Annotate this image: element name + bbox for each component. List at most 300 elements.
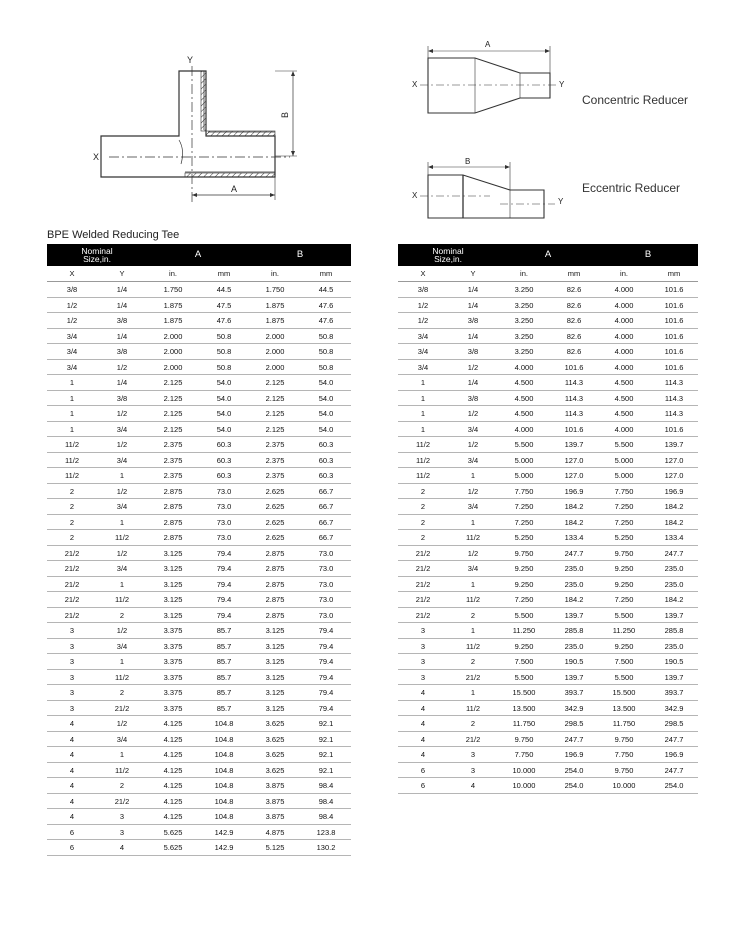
table-cell: 3.125 bbox=[147, 592, 199, 608]
table-cell: 73.0 bbox=[301, 561, 351, 577]
table-cell: 9.250 bbox=[498, 561, 550, 577]
table-cell: 3.250 bbox=[498, 297, 550, 313]
table-cell: 114.3 bbox=[550, 375, 598, 391]
table-cell: 79.4 bbox=[301, 669, 351, 685]
table-cell: 47.6 bbox=[199, 313, 249, 329]
table-cell: 2.125 bbox=[249, 375, 301, 391]
table-cell: 5.000 bbox=[498, 468, 550, 484]
table-cell: 54.0 bbox=[301, 406, 351, 422]
table-cell: 3/4 bbox=[398, 359, 448, 375]
table-cell: 73.0 bbox=[199, 483, 249, 499]
table-cell: 101.6 bbox=[550, 359, 598, 375]
table-row bbox=[47, 669, 351, 685]
table-row bbox=[47, 545, 351, 561]
table-cell: 98.4 bbox=[301, 809, 351, 825]
table-cell: 4 bbox=[47, 762, 97, 778]
table-row bbox=[47, 747, 351, 763]
concentric-a-label: A bbox=[485, 40, 491, 49]
table-cell: 3/4 bbox=[97, 452, 147, 468]
table-cell: 11.250 bbox=[498, 623, 550, 639]
table-cell: 3/4 bbox=[448, 452, 498, 468]
table-cell: 9.250 bbox=[598, 638, 650, 654]
table-cell: 3/4 bbox=[47, 328, 97, 344]
table-cell: 1 bbox=[448, 576, 498, 592]
table-cell: 1.750 bbox=[147, 282, 199, 298]
table-cell: 2.625 bbox=[249, 530, 301, 546]
table-cell: 11/2 bbox=[448, 530, 498, 546]
table-row bbox=[398, 747, 698, 763]
table-row bbox=[398, 607, 698, 623]
table-cell: 15.500 bbox=[498, 685, 550, 701]
eccentric-y-label: Y bbox=[558, 197, 564, 206]
table-cell: 13.500 bbox=[498, 700, 550, 716]
table-cell: 4 bbox=[398, 685, 448, 701]
table-cell: 3 bbox=[47, 638, 97, 654]
table-cell: 2 bbox=[97, 607, 147, 623]
table-cell: 1/2 bbox=[448, 406, 498, 422]
table-cell: 2 bbox=[398, 514, 448, 530]
table-row bbox=[47, 514, 351, 530]
eccentric-reducer-caption: Eccentric Reducer bbox=[582, 181, 681, 195]
table-cell: 247.7 bbox=[550, 545, 598, 561]
table-cell: 114.3 bbox=[650, 390, 698, 406]
table-cell: 1 bbox=[448, 623, 498, 639]
table-cell: 196.9 bbox=[550, 747, 598, 763]
table-cell: 98.4 bbox=[301, 793, 351, 809]
table-title: BPE Welded Reducing Tee bbox=[47, 229, 180, 241]
table-row bbox=[47, 638, 351, 654]
table-cell: 2.625 bbox=[249, 514, 301, 530]
table-row bbox=[47, 824, 351, 840]
table-cell: 3.125 bbox=[249, 669, 301, 685]
table-cell: 4.000 bbox=[598, 421, 650, 437]
table-cell: 104.8 bbox=[199, 716, 249, 732]
table-cell: 1.875 bbox=[147, 297, 199, 313]
table-cell: 2 bbox=[47, 530, 97, 546]
table-cell: 5.500 bbox=[498, 669, 550, 685]
table-cell: 2.125 bbox=[147, 406, 199, 422]
table-row bbox=[398, 483, 698, 499]
table-cell: 85.7 bbox=[199, 623, 249, 639]
table-row bbox=[47, 840, 351, 856]
table-cell: 139.7 bbox=[550, 607, 598, 623]
table-cell: 73.0 bbox=[199, 514, 249, 530]
table-cell: 2.000 bbox=[249, 359, 301, 375]
table-cell: 3.625 bbox=[249, 747, 301, 763]
table-cell: 2.125 bbox=[147, 375, 199, 391]
table-cell: 4 bbox=[47, 731, 97, 747]
table-cell: 11/2 bbox=[97, 530, 147, 546]
table-cell: 184.2 bbox=[550, 592, 598, 608]
table-cell: 85.7 bbox=[199, 669, 249, 685]
eccentric-b-label: B bbox=[465, 157, 471, 166]
table-row bbox=[47, 468, 351, 484]
table-cell: 6 bbox=[398, 762, 448, 778]
table-cell: 4.000 bbox=[598, 282, 650, 298]
nominal-size-header: Nominal Size,in. bbox=[47, 244, 147, 266]
table-cell: 4.000 bbox=[498, 359, 550, 375]
table-row bbox=[47, 452, 351, 468]
table-cell: 7.250 bbox=[498, 514, 550, 530]
table-cell: 85.7 bbox=[199, 638, 249, 654]
table-cell: 254.0 bbox=[550, 778, 598, 794]
table-cell: 104.8 bbox=[199, 778, 249, 794]
table-cell: 21/2 bbox=[398, 592, 448, 608]
table-row bbox=[47, 530, 351, 546]
table-cell: 3.625 bbox=[249, 762, 301, 778]
table-cell: 85.7 bbox=[199, 654, 249, 670]
dimension-b-header: B bbox=[249, 244, 351, 266]
table-cell: 3/4 bbox=[97, 731, 147, 747]
table-cell: 9.250 bbox=[598, 576, 650, 592]
table-cell: 73.0 bbox=[301, 545, 351, 561]
tee-a-label: A bbox=[231, 184, 238, 194]
table-cell: 1/4 bbox=[97, 282, 147, 298]
table-cell: 1 bbox=[47, 421, 97, 437]
table-cell: 4 bbox=[47, 793, 97, 809]
table-cell: 3 bbox=[448, 762, 498, 778]
table-cell: 1/4 bbox=[97, 328, 147, 344]
table-cell: 3.125 bbox=[147, 576, 199, 592]
table-cell: 1 bbox=[448, 685, 498, 701]
table-cell: 196.9 bbox=[650, 747, 698, 763]
table-cell: 104.8 bbox=[199, 731, 249, 747]
table-row bbox=[47, 437, 351, 453]
table-cell: 4 bbox=[448, 778, 498, 794]
col-b-mm-header: mm bbox=[650, 266, 698, 282]
table-cell: 2.375 bbox=[147, 468, 199, 484]
table-cell: 133.4 bbox=[550, 530, 598, 546]
table-cell: 10.000 bbox=[498, 762, 550, 778]
table-cell: 3.125 bbox=[249, 700, 301, 716]
table-cell: 82.6 bbox=[550, 297, 598, 313]
table-cell: 4.125 bbox=[147, 793, 199, 809]
table-cell: 139.7 bbox=[550, 437, 598, 453]
table-cell: 9.250 bbox=[498, 638, 550, 654]
table-cell: 21/2 bbox=[47, 545, 97, 561]
table-cell: 139.7 bbox=[650, 607, 698, 623]
table-cell: 2.375 bbox=[249, 437, 301, 453]
table-cell: 21/2 bbox=[47, 576, 97, 592]
table-cell: 11/2 bbox=[47, 437, 97, 453]
table-row bbox=[47, 313, 351, 329]
table-cell: 3/4 bbox=[97, 638, 147, 654]
table-cell: 2 bbox=[47, 514, 97, 530]
table-cell: 298.5 bbox=[650, 716, 698, 732]
table-cell: 2.000 bbox=[147, 328, 199, 344]
table-cell: 3.625 bbox=[249, 716, 301, 732]
table-cell: 2.875 bbox=[147, 483, 199, 499]
table-cell: 73.0 bbox=[301, 607, 351, 623]
table-cell: 2.875 bbox=[249, 576, 301, 592]
table-cell: 50.8 bbox=[199, 359, 249, 375]
table-row bbox=[398, 778, 698, 794]
table-cell: 2.375 bbox=[249, 468, 301, 484]
table-cell: 1 bbox=[97, 747, 147, 763]
table-cell: 54.0 bbox=[199, 421, 249, 437]
table-cell: 50.8 bbox=[199, 328, 249, 344]
table-row bbox=[398, 592, 698, 608]
table-cell: 50.8 bbox=[301, 328, 351, 344]
table-cell: 235.0 bbox=[650, 561, 698, 577]
table-cell: 2.000 bbox=[249, 328, 301, 344]
table-cell: 79.4 bbox=[301, 685, 351, 701]
table-cell: 98.4 bbox=[301, 778, 351, 794]
table-cell: 4 bbox=[47, 809, 97, 825]
table-cell: 7.500 bbox=[598, 654, 650, 670]
table-cell: 2.875 bbox=[147, 514, 199, 530]
table-cell: 3.875 bbox=[249, 809, 301, 825]
col-a-mm-header: mm bbox=[550, 266, 598, 282]
table-cell: 133.4 bbox=[650, 530, 698, 546]
table-cell: 4.000 bbox=[598, 359, 650, 375]
table-cell: 184.2 bbox=[550, 514, 598, 530]
table-cell: 92.1 bbox=[301, 747, 351, 763]
table-row bbox=[398, 390, 698, 406]
table-cell: 9.250 bbox=[598, 561, 650, 577]
table-cell: 3.375 bbox=[147, 685, 199, 701]
table-cell: 3 bbox=[47, 669, 97, 685]
table-cell: 7.250 bbox=[498, 592, 550, 608]
table-cell: 2 bbox=[398, 483, 448, 499]
table-row bbox=[398, 576, 698, 592]
table-row bbox=[398, 514, 698, 530]
table-cell: 85.7 bbox=[199, 700, 249, 716]
dimension-a-header: A bbox=[147, 244, 249, 266]
table-cell: 21/2 bbox=[398, 607, 448, 623]
table-cell: 54.0 bbox=[301, 421, 351, 437]
table-cell: 2.875 bbox=[249, 607, 301, 623]
table-cell: 4 bbox=[47, 716, 97, 732]
table-cell: 3/4 bbox=[97, 499, 147, 515]
table-cell: 5.250 bbox=[498, 530, 550, 546]
concentric-reducer-diagram bbox=[410, 38, 570, 118]
table-cell: 21/2 bbox=[47, 561, 97, 577]
table-cell: 21/2 bbox=[97, 793, 147, 809]
table-cell: 3/4 bbox=[97, 561, 147, 577]
table-cell: 3.875 bbox=[249, 778, 301, 794]
table-cell: 3.375 bbox=[147, 623, 199, 639]
table-cell: 47.6 bbox=[301, 297, 351, 313]
table-row bbox=[47, 297, 351, 313]
table-cell: 92.1 bbox=[301, 716, 351, 732]
table-cell: 142.9 bbox=[199, 840, 249, 856]
table-cell: 101.6 bbox=[650, 297, 698, 313]
table-cell: 60.3 bbox=[199, 452, 249, 468]
table-cell: 4 bbox=[398, 716, 448, 732]
table-cell: 1.750 bbox=[249, 282, 301, 298]
table-cell: 3/8 bbox=[97, 313, 147, 329]
table-cell: 79.4 bbox=[301, 654, 351, 670]
table-row bbox=[47, 809, 351, 825]
table-cell: 3 bbox=[47, 623, 97, 639]
table-row bbox=[47, 561, 351, 577]
col-x-header: X bbox=[47, 266, 97, 282]
table-cell: 1/4 bbox=[448, 328, 498, 344]
table-cell: 1/2 bbox=[97, 437, 147, 453]
table-row bbox=[398, 468, 698, 484]
table-cell: 2 bbox=[47, 499, 97, 515]
table-cell: 21/2 bbox=[47, 607, 97, 623]
table-cell: 7.250 bbox=[598, 499, 650, 515]
table-row bbox=[47, 483, 351, 499]
table-cell: 104.8 bbox=[199, 809, 249, 825]
table-cell: 3 bbox=[47, 700, 97, 716]
table-cell: 7.250 bbox=[498, 499, 550, 515]
table-cell: 4.125 bbox=[147, 778, 199, 794]
eccentric-reducer-diagram bbox=[410, 155, 570, 225]
col-y-header: Y bbox=[448, 266, 498, 282]
table-cell: 1/4 bbox=[448, 282, 498, 298]
table-cell: 1 bbox=[398, 375, 448, 391]
table-cell: 4.500 bbox=[598, 390, 650, 406]
tee-y-label: Y bbox=[187, 55, 194, 65]
table-cell: 2.125 bbox=[249, 390, 301, 406]
table-cell: 5.000 bbox=[598, 468, 650, 484]
table-cell: 1.875 bbox=[249, 313, 301, 329]
table-cell: 3/4 bbox=[47, 344, 97, 360]
table-cell: 3 bbox=[47, 685, 97, 701]
table-cell: 54.0 bbox=[301, 375, 351, 391]
table-cell: 79.4 bbox=[199, 561, 249, 577]
table-cell: 7.500 bbox=[498, 654, 550, 670]
table-cell: 130.2 bbox=[301, 840, 351, 856]
table-cell: 21/2 bbox=[398, 545, 448, 561]
table-cell: 7.750 bbox=[598, 483, 650, 499]
table-row bbox=[398, 654, 698, 670]
table-cell: 4.000 bbox=[598, 297, 650, 313]
table-cell: 4.125 bbox=[147, 747, 199, 763]
table-cell: 2 bbox=[448, 716, 498, 732]
table-cell: 2.000 bbox=[249, 344, 301, 360]
table-cell: 2.000 bbox=[147, 344, 199, 360]
table-cell: 3.125 bbox=[147, 607, 199, 623]
table-cell: 3.250 bbox=[498, 282, 550, 298]
table-cell: 1/4 bbox=[97, 375, 147, 391]
table-cell: 92.1 bbox=[301, 731, 351, 747]
table-cell: 5.625 bbox=[147, 840, 199, 856]
col-x-header: X bbox=[398, 266, 448, 282]
table-cell: 3.625 bbox=[249, 731, 301, 747]
table-cell: 21/2 bbox=[47, 592, 97, 608]
table-row bbox=[398, 344, 698, 360]
col-a-in-header: in. bbox=[498, 266, 550, 282]
table-cell: 114.3 bbox=[650, 375, 698, 391]
table-cell: 11/2 bbox=[448, 638, 498, 654]
table-row bbox=[47, 762, 351, 778]
table-cell: 11.250 bbox=[598, 623, 650, 639]
table-cell: 235.0 bbox=[550, 638, 598, 654]
table-cell: 3.250 bbox=[498, 344, 550, 360]
table-cell: 1/2 bbox=[448, 483, 498, 499]
table-cell: 1/2 bbox=[398, 297, 448, 313]
table-cell: 2 bbox=[398, 499, 448, 515]
table-cell: 127.0 bbox=[550, 452, 598, 468]
table-row bbox=[47, 700, 351, 716]
table-cell: 114.3 bbox=[550, 406, 598, 422]
table-cell: 82.6 bbox=[550, 328, 598, 344]
table-row bbox=[398, 297, 698, 313]
table-cell: 4 bbox=[398, 731, 448, 747]
table-cell: 5.500 bbox=[598, 669, 650, 685]
table-row bbox=[398, 359, 698, 375]
table-cell: 11/2 bbox=[398, 452, 448, 468]
table-cell: 50.8 bbox=[301, 344, 351, 360]
table-cell: 5.500 bbox=[498, 437, 550, 453]
table-cell: 4.000 bbox=[498, 421, 550, 437]
table-cell: 3/4 bbox=[448, 421, 498, 437]
table-cell: 11/2 bbox=[97, 669, 147, 685]
table-cell: 196.9 bbox=[650, 483, 698, 499]
table-cell: 5.500 bbox=[498, 607, 550, 623]
table-cell: 247.7 bbox=[550, 731, 598, 747]
table-cell: 47.5 bbox=[199, 297, 249, 313]
table-row bbox=[47, 406, 351, 422]
table-cell: 1/2 bbox=[97, 483, 147, 499]
table-cell: 21/2 bbox=[398, 561, 448, 577]
table-cell: 247.7 bbox=[650, 762, 698, 778]
table-cell: 4.500 bbox=[498, 375, 550, 391]
table-row bbox=[47, 793, 351, 809]
table-cell: 3/8 bbox=[47, 282, 97, 298]
concentric-reducer-caption: Concentric Reducer bbox=[582, 93, 689, 107]
table-cell: 11/2 bbox=[47, 468, 97, 484]
table-cell: 9.750 bbox=[498, 545, 550, 561]
table-cell: 1/2 bbox=[448, 437, 498, 453]
table-cell: 1/2 bbox=[47, 297, 97, 313]
table-cell: 104.8 bbox=[199, 747, 249, 763]
table-cell: 1 bbox=[97, 514, 147, 530]
table-cell: 50.8 bbox=[199, 344, 249, 360]
col-a-in-header: in. bbox=[147, 266, 199, 282]
table-cell: 3 bbox=[398, 669, 448, 685]
table-cell: 3/8 bbox=[448, 344, 498, 360]
table-cell: 1/4 bbox=[448, 297, 498, 313]
table-row bbox=[398, 530, 698, 546]
table-cell: 2.375 bbox=[147, 437, 199, 453]
table-row bbox=[398, 716, 698, 732]
table-cell: 79.4 bbox=[199, 576, 249, 592]
table-row bbox=[398, 313, 698, 329]
table-cell: 1/2 bbox=[97, 716, 147, 732]
table-row bbox=[398, 421, 698, 437]
table-cell: 4.000 bbox=[598, 344, 650, 360]
table-cell: 60.3 bbox=[199, 437, 249, 453]
table-cell: 1 bbox=[398, 406, 448, 422]
table-cell: 1 bbox=[97, 468, 147, 484]
table-cell: 66.7 bbox=[301, 499, 351, 515]
table-cell: 3.375 bbox=[147, 700, 199, 716]
table-cell: 342.9 bbox=[650, 700, 698, 716]
table-cell: 54.0 bbox=[199, 375, 249, 391]
table-cell: 4.125 bbox=[147, 731, 199, 747]
table-cell: 79.4 bbox=[301, 623, 351, 639]
col-b-in-header: in. bbox=[249, 266, 301, 282]
table-cell: 3.250 bbox=[498, 328, 550, 344]
table-cell: 10.000 bbox=[498, 778, 550, 794]
table-cell: 13.500 bbox=[598, 700, 650, 716]
col-y-header: Y bbox=[97, 266, 147, 282]
table-cell: 7.750 bbox=[498, 747, 550, 763]
table-cell: 92.1 bbox=[301, 762, 351, 778]
table-row bbox=[398, 328, 698, 344]
table-cell: 127.0 bbox=[550, 468, 598, 484]
table-row bbox=[47, 328, 351, 344]
table-cell: 4 bbox=[398, 747, 448, 763]
table-cell: 101.6 bbox=[650, 421, 698, 437]
table-cell: 1/2 bbox=[448, 359, 498, 375]
table-cell: 1.875 bbox=[147, 313, 199, 329]
